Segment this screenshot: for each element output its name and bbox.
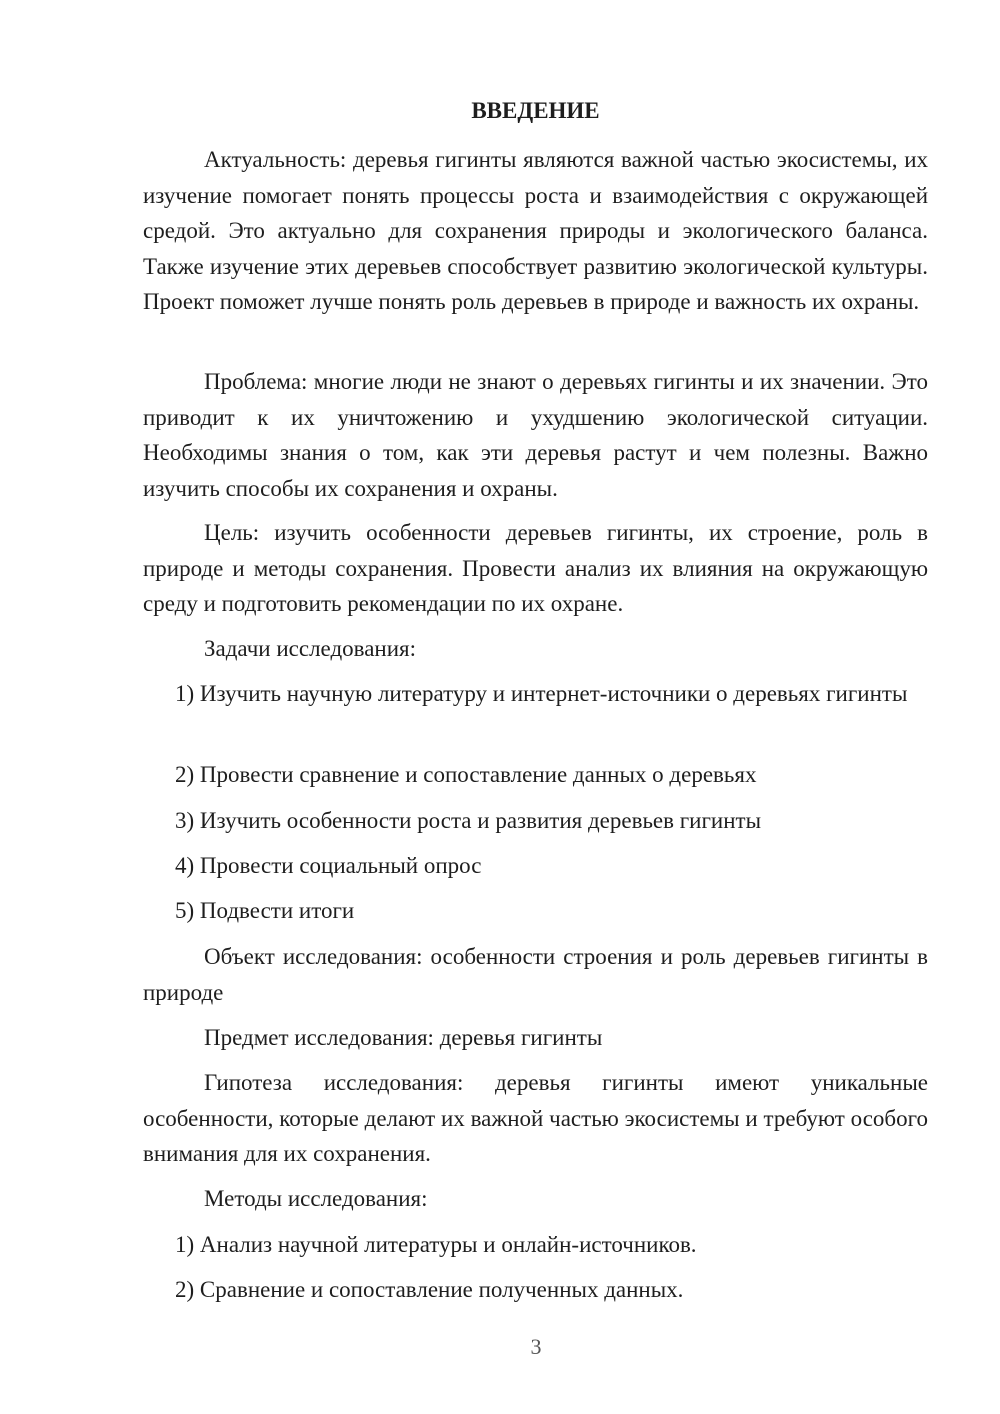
task-item: 3) Изучить особенности роста и развития деревьев гигинты	[175, 808, 762, 833]
method-item: 2) Сравнение и сопоставление полученных данных.	[175, 1277, 684, 1302]
methods-heading: Методы исследования:	[204, 1186, 428, 1211]
task-item: 4) Провести социальный опрос	[175, 853, 482, 878]
hypothesis-paragraph: Гипотеза исследования: деревья гигинты имеют уникальные особенности, которые делают их важной частью экосистемы и требуют особого внимания для их сохранения.	[143, 1070, 928, 1166]
task-item: 2) Провести сравнение и сопоставление данных о деревьях	[175, 762, 757, 787]
problem-paragraph: Проблема: многие люди не знают о деревьях гигинты и их значении. Это приводит к их уничтожению и ухудшению экологической ситуации. Необходимы знания о том, как эти деревья растут и чем полезны. Важно изучить способы их сохранения и охраны.	[143, 369, 928, 501]
object-paragraph: Объект исследования: особенности строения и роль деревьев гигинты в природе	[143, 944, 928, 1005]
task-item: 5) Подвести итоги	[175, 898, 355, 923]
page-number: 3	[530, 1334, 542, 1359]
tasks-heading: Задачи исследования:	[204, 636, 417, 661]
goal-paragraph: Цель: изучить особенности деревьев гигинты, их строение, роль в природе и методы сохранения. Провести анализ их влияния на окружающую среду и подготовить рекомендации по их охране.	[143, 520, 928, 616]
subject-paragraph: Предмет исследования: деревья гигинты	[204, 1025, 603, 1050]
relevance-paragraph: Актуальность: деревья гигинты являются важной частью экосистемы, их изучение помогает понять процессы роста и взаимодействия с окружающей средой. Это актуально для сохранения природы и экологического баланса. Также изучение этих деревьев способствует развитию экологической культуры. Проект поможет лучше понять роль деревьев в природе и важность их охраны.	[143, 147, 928, 314]
method-item: 1) Анализ научной литературы и онлайн-источников.	[175, 1232, 697, 1257]
page-title: ВВЕДЕНИЕ	[471, 98, 600, 123]
task-item: 1) Изучить научную литературу и интернет-источники о деревьях гигинты	[175, 681, 908, 706]
